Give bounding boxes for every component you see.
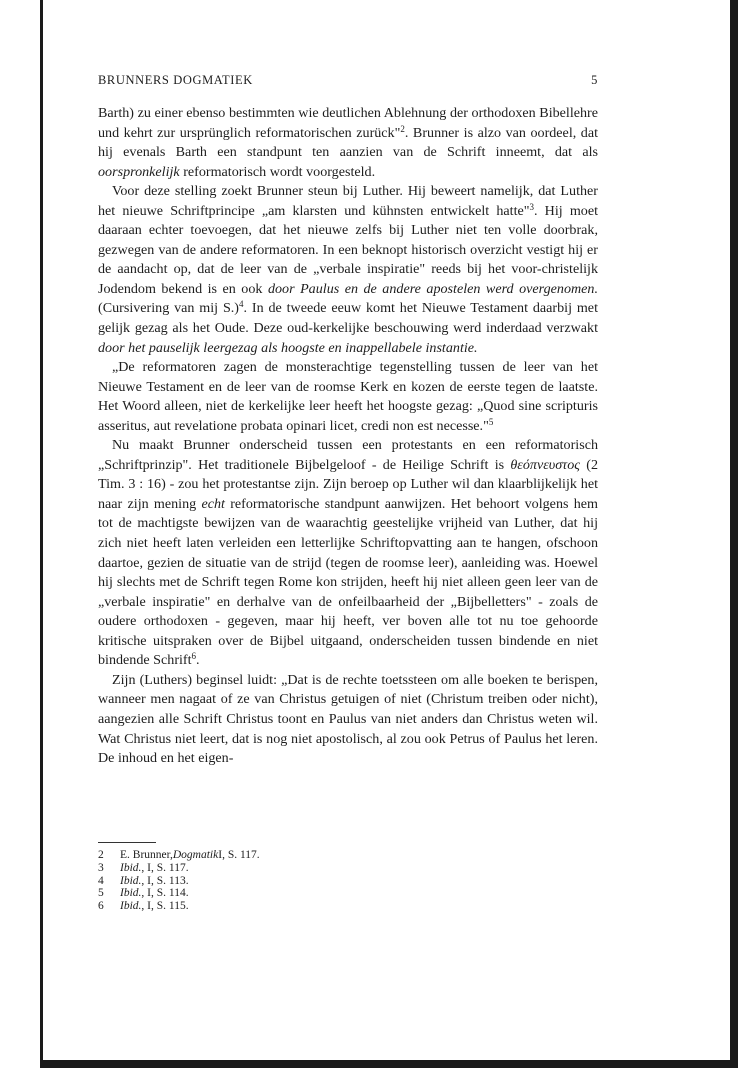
running-title: BRUNNERS DOGMATIEK: [98, 73, 253, 87]
footnote-ref: 3: [529, 201, 535, 212]
scan-edge-bottom: [40, 1060, 738, 1068]
footnote-ref: 6: [191, 651, 197, 662]
emphasis: oorspronkelijk: [98, 163, 180, 180]
footnote: 3 Ibid. , I, S. 117.: [98, 861, 189, 874]
footnote-ref: 4: [239, 299, 244, 310]
emphasis: echt: [201, 495, 225, 512]
paragraph-2: Voor deze stelling zoekt Brunner steun bij Luther. Hij beweert namelijk, dat Luther het nieuwe Schriftprincipe „am klarsten und kühnsten entwickelt hatte"$^3$. Hij moet daaraan echter toevoegen, dat het nieuwe zelfs bij Luther niet ten volle doorbrak, gezwegen van de andere reformatoren. In een beknopt historisch overzicht vestigt hij er de aandacht op, dat de leer van de „verbale inspiratie" reeds bij het voor-christelijk Jodendom bekend is en ook door Paulus en de andere apostelen werd overgenomen. (Cursivering van mij S.)$^4$. In de tweede eeuw komt het Nieuwe Testament daarbij met gelijk gezag als het Oude. Deze oud-kerkelijke beschouwing werd inderdaad verzwakt door het pauselijk leergezag als hoogste en inappellabele instantie.: [98, 183, 599, 356]
emphasis: door het pauselijk leergezag als hoogste en inappellabele instantie.: [98, 339, 478, 356]
paragraph-3: „De reformatoren zagen de monsterachtige tegenstelling tussen de leer van het Nieuwe Testament en de leer van de roomse Kerk en kozen de eerste tegen de laatste. Het Woord alleen, niet de kerkelijke leer heeft het hoogste gezag: „Quod sine scripturis asseritus, aut revelatione probata opinari licet, credi non est necesse."$^5$: [98, 359, 598, 434]
footnote: 4 Ibid. , I, S. 113.: [98, 874, 189, 887]
scan-edge-right: [730, 0, 738, 1068]
footnote-ref: 5: [488, 416, 494, 427]
scan-edge-left: [40, 0, 43, 1068]
footnotes: [98, 849, 498, 913]
greek-word: θεόπνευστος: [510, 456, 580, 473]
paragraph-5: Zijn (Luthers) beginsel luidt: „Dat is de rechte toetssteen om alle boeken te berispen, wanneer men nagaat of ze van Christus getuigen of niet (Christum treiben oder nicht), aangezien alle Schrift Christus toont en Paulus van niet anders dan Christus weten wil. Wat Christus niet leert, dat is nog niet apostolisch, al zou ook Petrus of Paulus het leren. De inhoud en het eigen-: [98, 671, 598, 767]
footnote: 6 Ibid. , I, S. 115.: [98, 900, 189, 913]
footnote: 2 E. Brunner, Dogmatik I, S. 117.: [98, 849, 260, 861]
footnote-divider: [98, 842, 156, 843]
paragraph-4: Nu maakt Brunner onderscheid tussen een protestants en een reformatorisch „Schriftprinzip". Het traditionele Bijbelgeloof - de Heilige Schrift is θεόπνευστος (2 Tim. 3 : 16) - zou het protestantse zijn. Zijn beroep op Luther wil dan klaarblijkelijk het naar zijn mening echt reformatorische standpunt aanwijzen. Het behoort volgens hem tot de machtigste bewijzen van de waarachtig geestelijke vrijheid van Luther, dat hij zich niet heeft laten verleiden een letterlijke Schriftopvatting aan te hangen, ofschoon daartoe, gezien de situatie van de strijd (tegen de roomse leer), aanleiding was. Hoewel hij slechts met de Schrift tegen Rome kon strijden, heeft hij niet alleen geen leer van de „verbale inspiratie" en derhalve van de onfeilbaarheid der „Bijbelletters" - zoals de oudere orthodoxen - gegeven, maar hij heeft, ver boven alle tot nu toe gehoorde kritische uitspraken over de Bijbel uitgaand, onderscheiden tussen bindende en niet bindende Schrift$^6$.: [98, 437, 599, 669]
paragraph-1: Barth) zu einer ebenso bestimmten wie deutlichen Ablehnung der orthodoxen Bibellehre und kehrt zur ursprünglich reformatorischen zurück"$^2$. Brunner is alzo van oordeel, dat hij evenals Barth een standpunt ten aanzien van de Schrift inneemt, dat als oorspronkelijk reformatorisch wordt voorgesteld.: [98, 105, 599, 180]
footnote: 5 Ibid. , I, S. 114.: [98, 887, 189, 900]
page-number: 5: [591, 73, 598, 87]
footnote-ref: 2: [400, 123, 405, 134]
page-header: [98, 73, 598, 93]
emphasis: door Paulus en de andere apostelen werd overgenomen.: [267, 280, 598, 297]
body-text: [98, 104, 598, 769]
